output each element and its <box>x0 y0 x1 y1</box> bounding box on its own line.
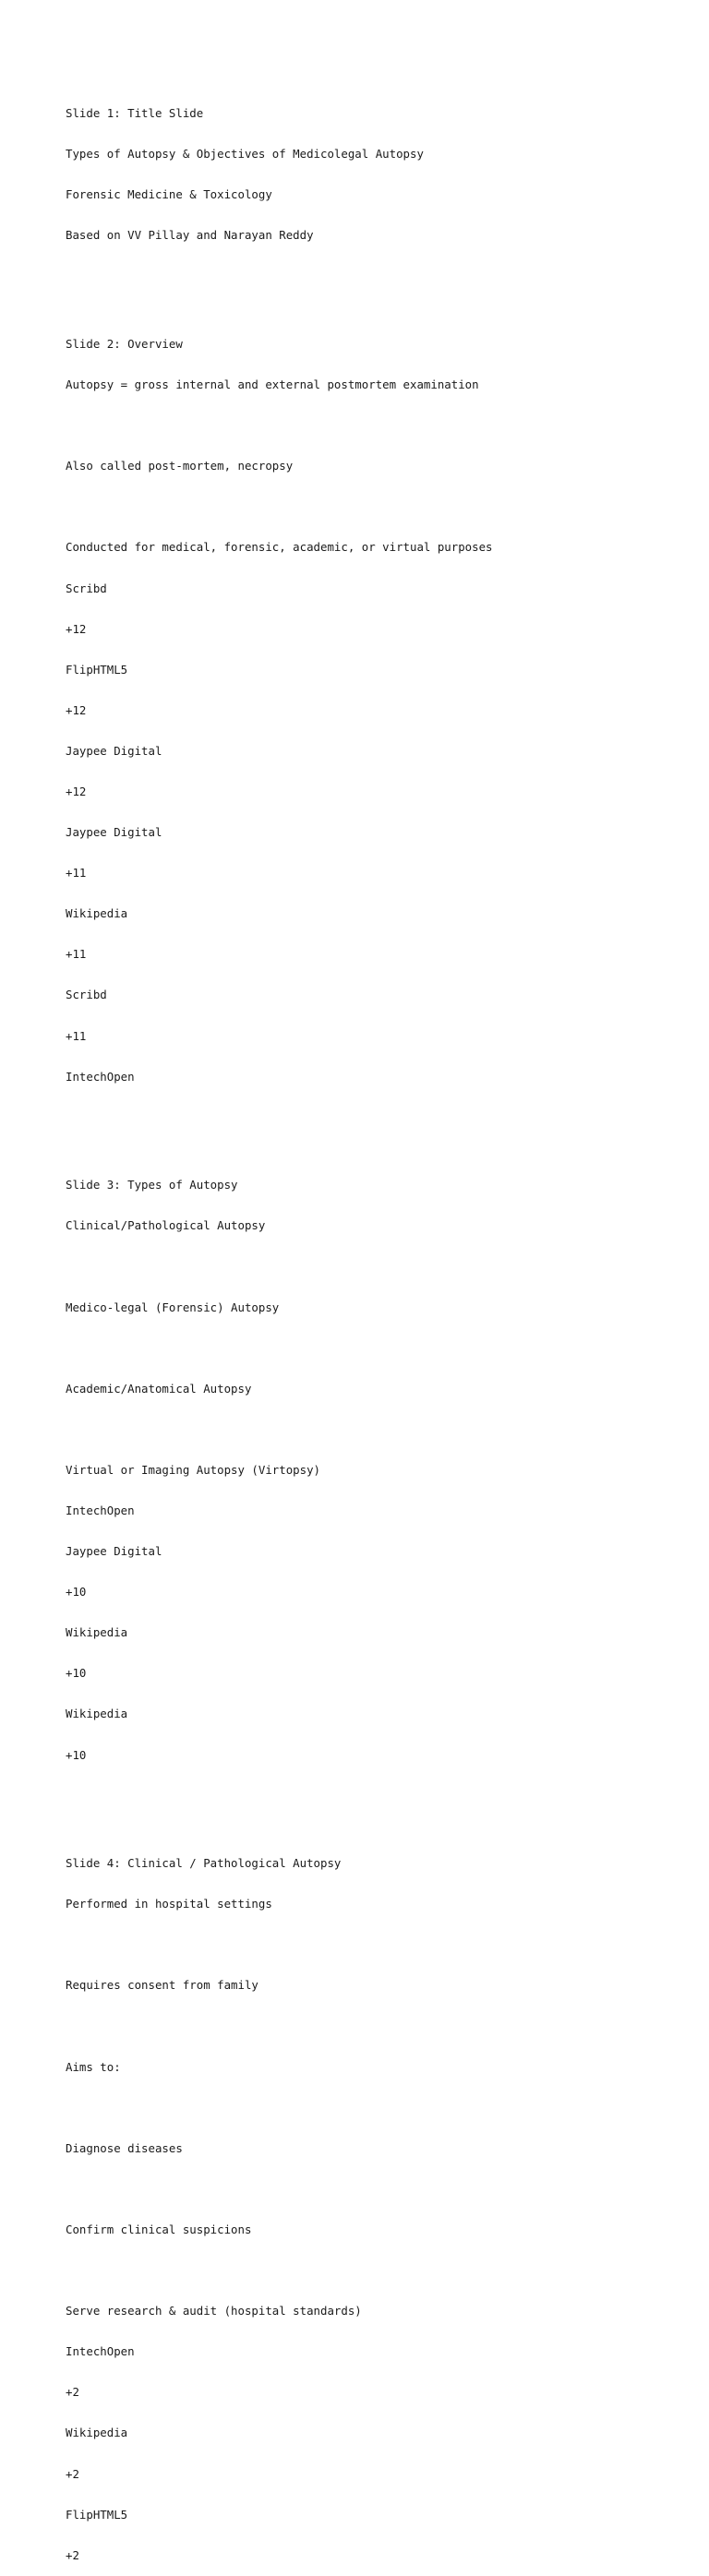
slide-4-line: Diagnose diseases <box>66 2140 183 2155</box>
slide-1-heading: Slide 1: Title Slide <box>66 106 204 121</box>
slide-3-line: Academic/Anatomical Autopsy <box>66 1381 252 1396</box>
source-name: Wikipedia <box>66 1707 128 1721</box>
source-count: +10 <box>66 1666 87 1681</box>
slide-separator <box>66 270 693 283</box>
source-name: IntechOpen <box>66 1504 135 1518</box>
source-name: Scribd <box>66 581 107 595</box>
source-count: +12 <box>66 785 87 799</box>
source-name: Jaypee Digital <box>66 825 162 840</box>
source-name: IntechOpen <box>66 1069 135 1084</box>
slide-4-line <box>66 2183 693 2197</box>
slide-1-line: Forensic Medicine & Toxicology <box>66 187 272 202</box>
slide-1-line: Types of Autopsy & Objectives of Medicolegal Autopsy <box>66 147 424 162</box>
slide-3-line: Medico-legal (Forensic) Autopsy <box>66 1300 280 1314</box>
slide-4-line: Confirm clinical suspicions <box>66 2223 252 2237</box>
source-name: FlipHTML5 <box>66 662 128 677</box>
slide-4-line: Performed in hospital settings <box>66 1897 272 1911</box>
slide-3-line <box>66 1423 693 1437</box>
source-name: IntechOpen <box>66 2344 135 2359</box>
slide-separator <box>66 1790 693 1803</box>
source-count: +2 <box>66 2466 79 2481</box>
slide-4-line <box>66 2102 693 2115</box>
slide-separator <box>66 1111 693 1125</box>
slide-1-line: Based on VV Pillay and Narayan Reddy <box>66 228 314 243</box>
slide-3-heading: Slide 3: Types of Autopsy <box>66 1178 238 1192</box>
slide-3-line: Virtual or Imaging Autopsy (Virtopsy) <box>66 1462 321 1477</box>
slide-4-line <box>66 2264 693 2278</box>
slide-3-line <box>66 1342 693 1356</box>
source-count: +12 <box>66 621 87 636</box>
source-name: Wikipedia <box>66 1625 128 1640</box>
slide-2-line: Also called post-mortem, necropsy <box>66 459 294 473</box>
source-count: +12 <box>66 702 87 717</box>
source-name: FlipHTML5 <box>66 2507 128 2522</box>
slide-4-line: Requires consent from family <box>66 1978 258 1993</box>
source-count: +10 <box>66 1747 87 1762</box>
slide-4-line: Aims to: <box>66 2059 121 2074</box>
source-count: +2 <box>66 2385 79 2400</box>
slide-2-line: Conducted for medical, forensic, academic, or virtual purposes <box>66 540 493 555</box>
source-name: Jaypee Digital <box>66 743 162 758</box>
slide-4-line <box>66 2020 693 2034</box>
slide-4-line: Serve research & audit (hospital standards) <box>66 2304 362 2318</box>
slide-2-line <box>66 419 693 433</box>
source-count: +2 <box>66 2547 79 2562</box>
source-count: +10 <box>66 1585 87 1600</box>
source-count: +11 <box>66 866 87 881</box>
slide-2-line <box>66 500 693 514</box>
source-name: Scribd <box>66 988 107 1002</box>
slide-2-line: Autopsy = gross internal and external postmortem examination <box>66 377 479 392</box>
slide-3-line: Clinical/Pathological Autopsy <box>66 1218 266 1233</box>
slide-2-heading: Slide 2: Overview <box>66 336 183 351</box>
source-count: +11 <box>66 947 87 962</box>
source-count: +11 <box>66 1028 87 1043</box>
source-name: Wikipedia <box>66 906 128 921</box>
slide-3-line <box>66 1260 693 1274</box>
source-name: Jaypee Digital <box>66 1544 162 1559</box>
source-name: Wikipedia <box>66 2426 128 2440</box>
slide-4-line <box>66 1938 693 1952</box>
slide-4-heading: Slide 4: Clinical / Pathological Autopsy <box>66 1856 342 1871</box>
document-page <box>66 66 693 2576</box>
